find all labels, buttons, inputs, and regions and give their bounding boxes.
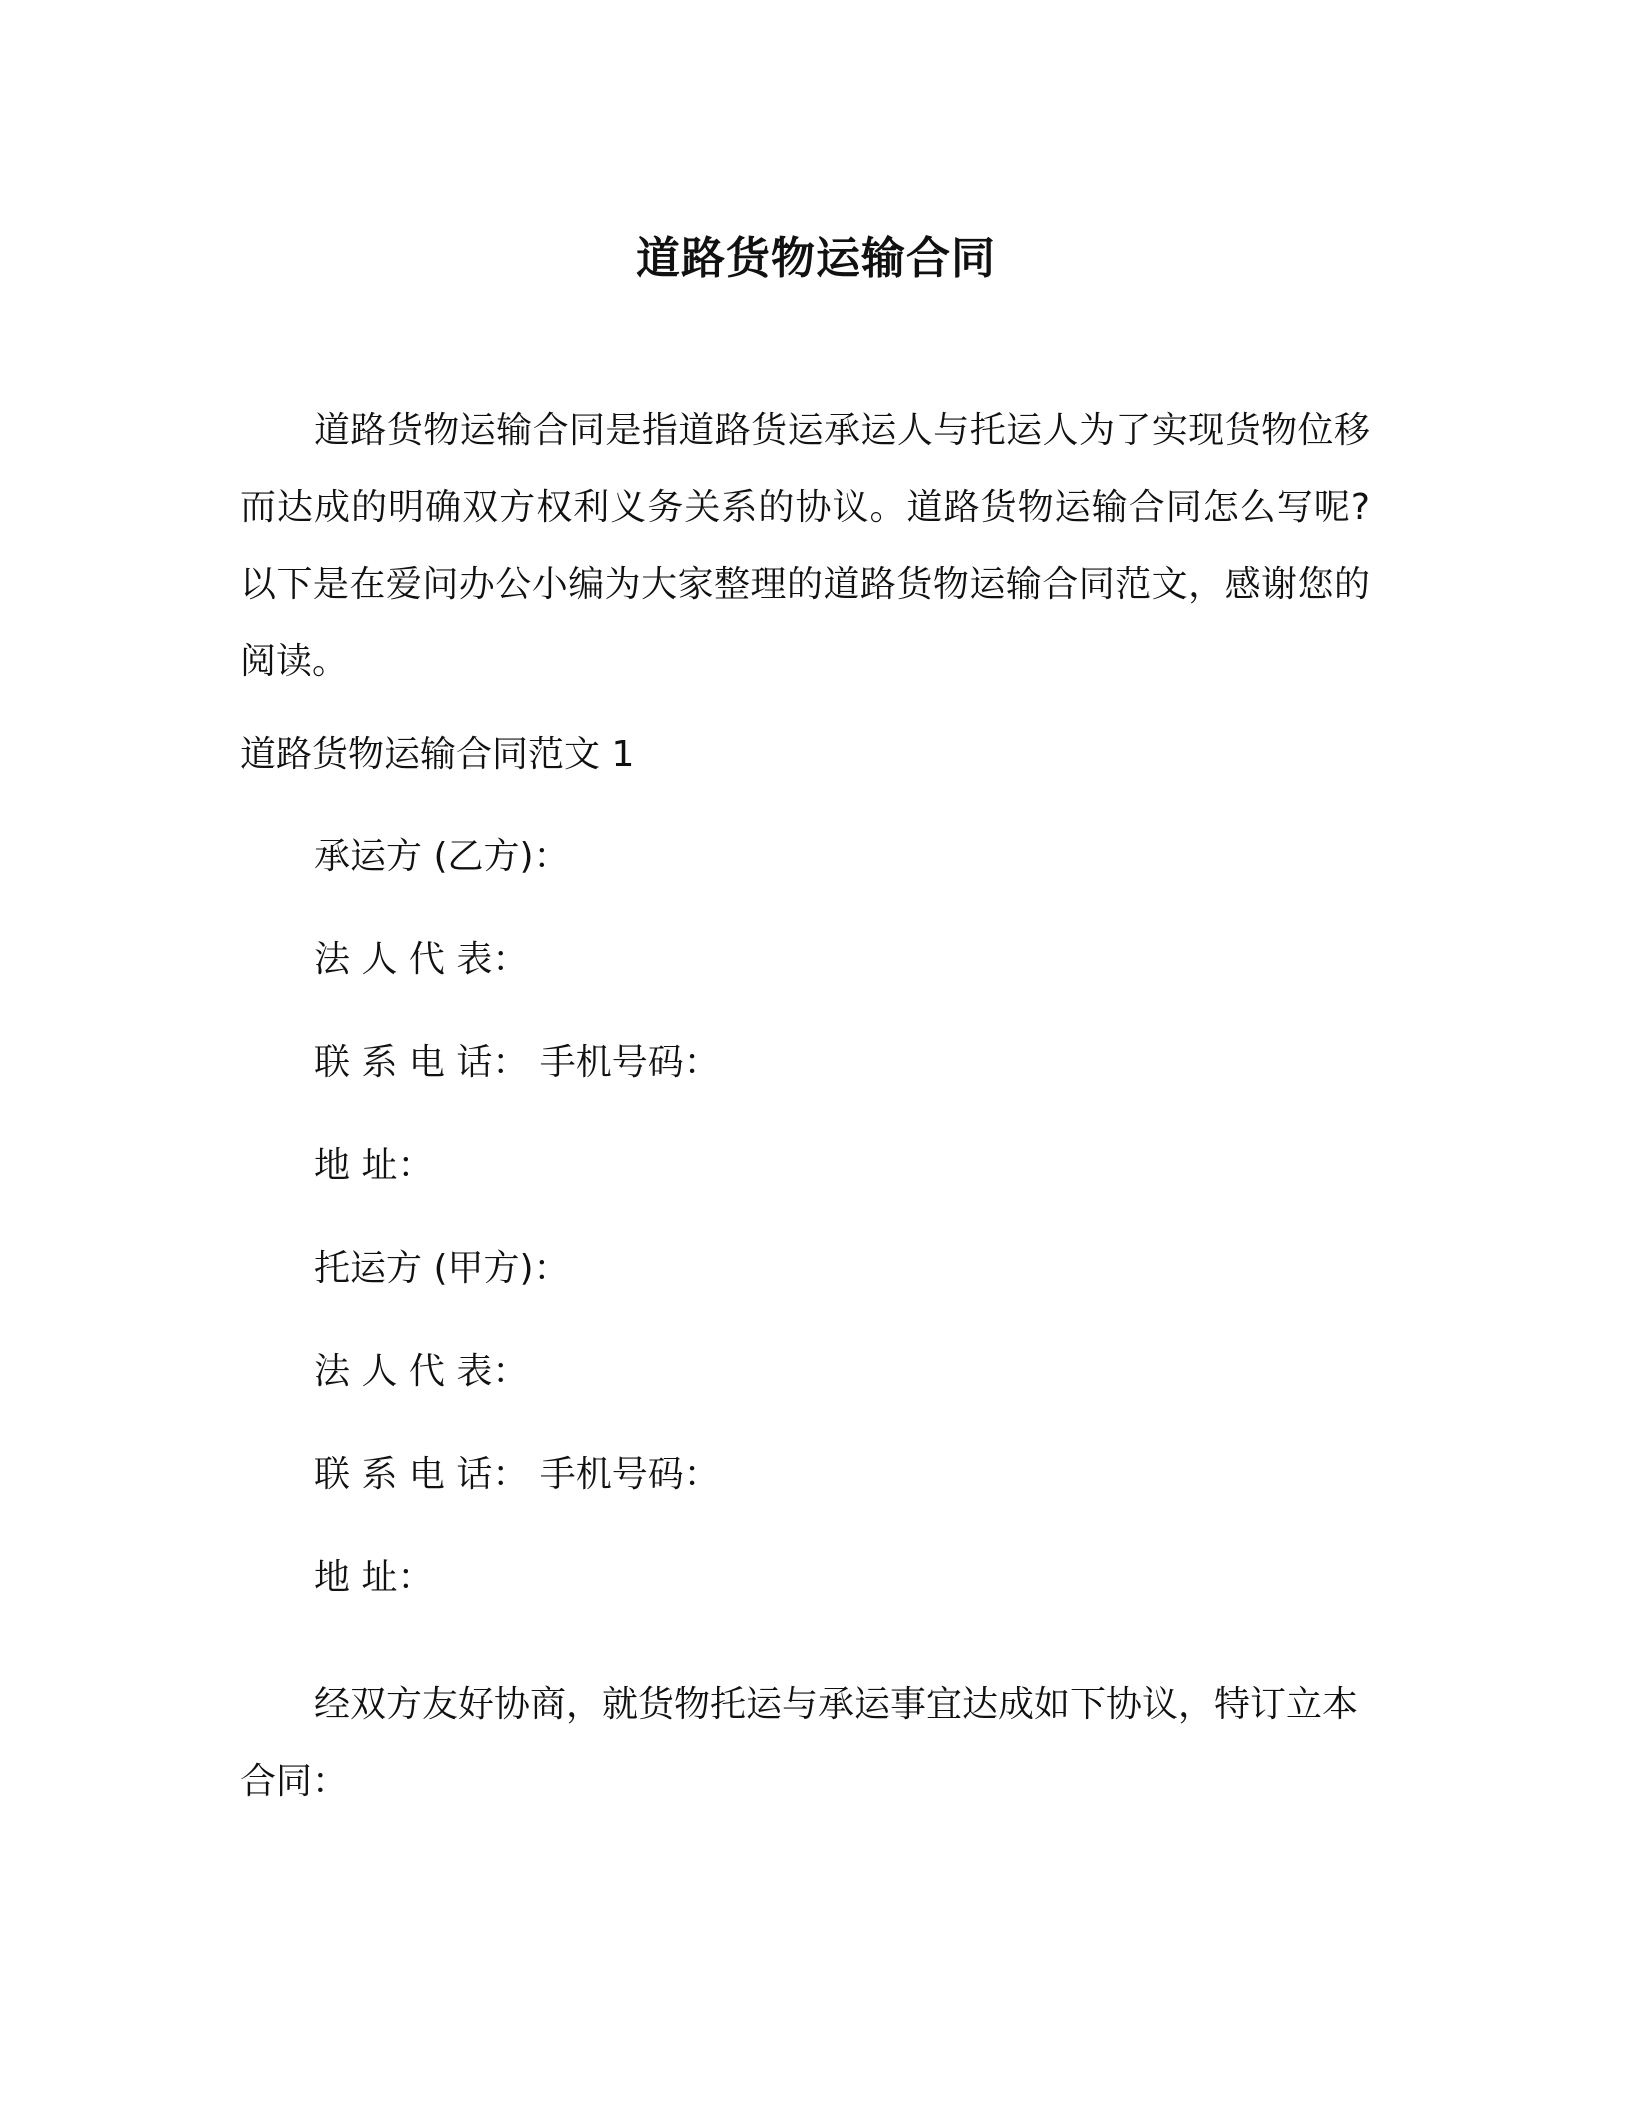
shipper-party-label: 托运方 (甲方)： bbox=[314, 1248, 570, 1289]
carrier-address: 地 址： bbox=[314, 1145, 434, 1186]
intro-paragraph: 道路货物运输合同是指道路货运承运人与托运人为了实现货物位移而达成的明确双方权利义务关系的协议。道路货物运输合同怎么写呢?以下是在爱问办公小编为大家整理的道路货物运输合同范文，感谢您的阅读。 bbox=[240, 410, 1370, 682]
shipper-address: 地 址： bbox=[314, 1557, 434, 1598]
carrier-phone: 联 系 电 话： 手机号码： bbox=[314, 1042, 720, 1083]
carrier-legal-representative: 法 人 代 表： bbox=[314, 939, 529, 980]
section-heading: 道路货物运输合同范文 1 bbox=[240, 734, 635, 775]
document-title: 道路货物运输合同 bbox=[636, 233, 996, 284]
agreement-paragraph: 经双方友好协商，就货物托运与承运事宜达成如下协议，特订立本合同： bbox=[240, 1684, 1359, 1802]
shipper-phone: 联 系 电 话： 手机号码： bbox=[314, 1454, 720, 1495]
shipper-legal-representative: 法 人 代 表： bbox=[314, 1351, 529, 1392]
carrier-party-label: 承运方 (乙方)： bbox=[314, 836, 570, 877]
